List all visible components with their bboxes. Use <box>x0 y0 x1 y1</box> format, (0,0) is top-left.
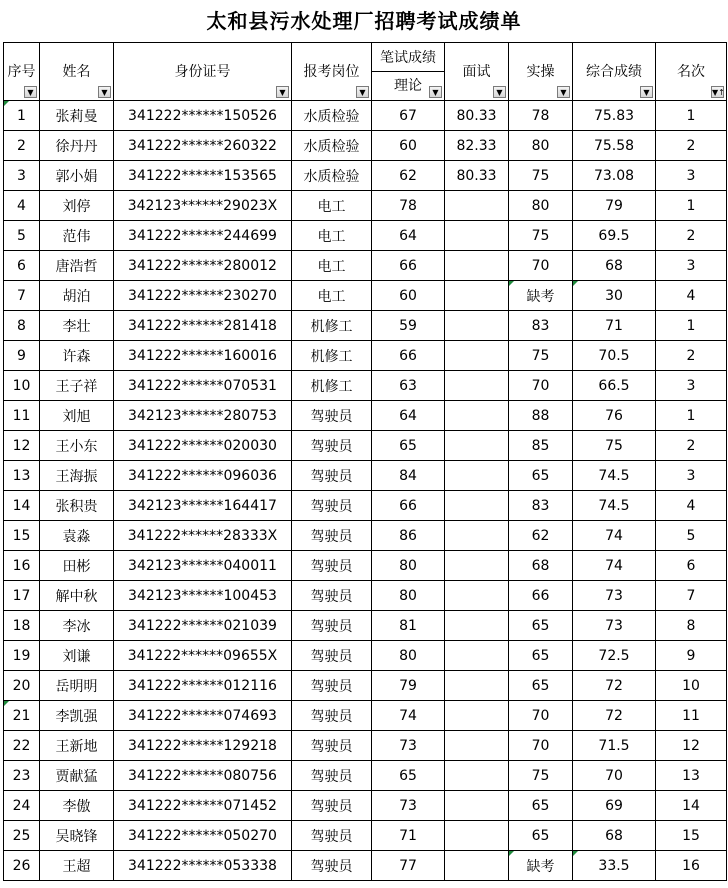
cell-total[interactable]: 33.5 <box>573 851 656 881</box>
cell-id[interactable]: 341222******281418 <box>114 311 292 341</box>
cell-practical[interactable]: 75 <box>509 161 573 191</box>
cell-rank[interactable]: 1 <box>656 401 727 431</box>
cell-interview[interactable] <box>445 371 509 401</box>
cell-post[interactable]: 驾驶员 <box>292 551 372 581</box>
cell-id[interactable]: 341222******074693 <box>114 701 292 731</box>
cell-practical[interactable]: 70 <box>509 701 573 731</box>
cell-name[interactable]: 刘旭 <box>40 401 114 431</box>
cell-rank[interactable]: 1 <box>656 311 727 341</box>
cell-interview[interactable] <box>445 641 509 671</box>
cell-interview[interactable] <box>445 821 509 851</box>
cell-rank[interactable]: 11 <box>656 701 727 731</box>
cell-theory[interactable]: 64 <box>372 221 445 251</box>
cell-total[interactable]: 76 <box>573 401 656 431</box>
cell-name[interactable]: 张积贵 <box>40 491 114 521</box>
cell-interview[interactable]: 82.33 <box>445 131 509 161</box>
cell-rank[interactable]: 1 <box>656 191 727 221</box>
table-row <box>4 281 727 311</box>
cell-practical[interactable]: 78 <box>509 101 573 131</box>
cell-interview[interactable] <box>445 431 509 461</box>
cell-name[interactable]: 贾献猛 <box>40 761 114 791</box>
filter-dropdown-icon[interactable]: ▼ <box>557 86 570 98</box>
filter-dropdown-icon[interactable]: ▼ <box>356 86 369 98</box>
cell-practical[interactable]: 80 <box>509 191 573 221</box>
cell-id[interactable]: 341222******012116 <box>114 671 292 701</box>
cell-post[interactable]: 驾驶员 <box>292 671 372 701</box>
header-id <box>114 43 292 101</box>
cell-interview[interactable] <box>445 311 509 341</box>
cell-name[interactable]: 李冰 <box>40 611 114 641</box>
table-row <box>4 731 727 761</box>
header-name <box>40 43 114 101</box>
cell-practical[interactable]: 75 <box>509 341 573 371</box>
table-row <box>4 761 727 791</box>
cell-seq[interactable]: 10 <box>4 371 40 401</box>
cell-id[interactable]: 341222******150526 <box>114 101 292 131</box>
cell-total[interactable]: 73.08 <box>573 161 656 191</box>
cell-seq[interactable]: 8 <box>4 311 40 341</box>
cell-total[interactable]: 71 <box>573 311 656 341</box>
cell-name[interactable]: 王小东 <box>40 431 114 461</box>
cell-theory[interactable]: 80 <box>372 551 445 581</box>
cell-post[interactable]: 驾驶员 <box>292 731 372 761</box>
cell-name[interactable]: 解中秋 <box>40 581 114 611</box>
table-body <box>4 101 727 881</box>
cell-practical[interactable]: 80 <box>509 131 573 161</box>
cell-interview[interactable] <box>445 701 509 731</box>
header-practical-label: 实操 <box>526 63 555 80</box>
cell-total[interactable]: 69 <box>573 791 656 821</box>
cell-post[interactable]: 电工 <box>292 281 372 311</box>
table-row <box>4 431 727 461</box>
cell-rank[interactable]: 12 <box>656 731 727 761</box>
cell-interview[interactable] <box>445 221 509 251</box>
cell-total[interactable]: 69.5 <box>573 221 656 251</box>
cell-id[interactable]: 342123******280753 <box>114 401 292 431</box>
cell-id[interactable]: 341222******020030 <box>114 431 292 461</box>
cell-seq[interactable]: 20 <box>4 671 40 701</box>
cell-theory[interactable]: 81 <box>372 611 445 641</box>
cell-rank[interactable]: 3 <box>656 461 727 491</box>
sheet-title: 太和县污水处理厂招聘考试成绩单 <box>206 9 522 33</box>
cell-practical[interactable]: 65 <box>509 821 573 851</box>
cell-practical[interactable]: 75 <box>509 761 573 791</box>
cell-id[interactable]: 342123******100453 <box>114 581 292 611</box>
cell-seq[interactable]: 14 <box>4 491 40 521</box>
cell-rank[interactable]: 13 <box>656 761 727 791</box>
cell-id[interactable]: 341222******129218 <box>114 731 292 761</box>
table-row <box>4 221 727 251</box>
cell-seq[interactable]: 1 <box>4 101 40 131</box>
cell-post[interactable]: 驾驶员 <box>292 581 372 611</box>
cell-theory[interactable]: 66 <box>372 341 445 371</box>
filter-dropdown-icon[interactable]: ▼ <box>276 86 289 98</box>
cell-practical[interactable]: 66 <box>509 581 573 611</box>
cell-seq[interactable]: 17 <box>4 581 40 611</box>
cell-post[interactable]: 驾驶员 <box>292 611 372 641</box>
cell-post[interactable]: 水质检验 <box>292 131 372 161</box>
cell-theory[interactable]: 86 <box>372 521 445 551</box>
cell-post[interactable]: 水质检验 <box>292 101 372 131</box>
cell-seq[interactable]: 15 <box>4 521 40 551</box>
cell-post[interactable]: 驾驶员 <box>292 401 372 431</box>
cell-seq[interactable]: 12 <box>4 431 40 461</box>
cell-rank[interactable]: 9 <box>656 641 727 671</box>
cell-post[interactable]: 机修工 <box>292 341 372 371</box>
cell-seq[interactable]: 19 <box>4 641 40 671</box>
cell-seq[interactable]: 3 <box>4 161 40 191</box>
cell-id[interactable]: 342123******040011 <box>114 551 292 581</box>
table-row <box>4 131 727 161</box>
cell-rank[interactable]: 10 <box>656 671 727 701</box>
cell-post[interactable]: 驾驶员 <box>292 641 372 671</box>
header-id-label: 身份证号 <box>174 63 231 80</box>
cell-post[interactable]: 驾驶员 <box>292 851 372 881</box>
table-row <box>4 161 727 191</box>
cell-name[interactable]: 李凯强 <box>40 701 114 731</box>
cell-total[interactable]: 72 <box>573 671 656 701</box>
cell-post[interactable]: 驾驶员 <box>292 521 372 551</box>
cell-seq[interactable]: 11 <box>4 401 40 431</box>
cell-total[interactable]: 72.5 <box>573 641 656 671</box>
cell-interview[interactable] <box>445 191 509 221</box>
cell-total[interactable]: 75.83 <box>573 101 656 131</box>
table-row <box>4 671 727 701</box>
cell-practical[interactable]: 88 <box>509 401 573 431</box>
cell-practical[interactable]: 65 <box>509 641 573 671</box>
cell-interview[interactable] <box>445 461 509 491</box>
cell-id[interactable]: 341222******053338 <box>114 851 292 881</box>
cell-post[interactable]: 水质检验 <box>292 161 372 191</box>
cell-total[interactable]: 74 <box>573 551 656 581</box>
cell-theory[interactable]: 80 <box>372 641 445 671</box>
cell-rank[interactable]: 4 <box>656 491 727 521</box>
cell-practical[interactable]: 75 <box>509 221 573 251</box>
header-name-label: 姓名 <box>62 63 91 80</box>
cell-theory[interactable]: 60 <box>372 281 445 311</box>
cell-interview[interactable] <box>445 791 509 821</box>
cell-rank[interactable]: 2 <box>656 131 727 161</box>
table-row <box>4 401 727 431</box>
cell-theory[interactable]: 60 <box>372 131 445 161</box>
cell-seq[interactable]: 23 <box>4 761 40 791</box>
cell-theory[interactable]: 66 <box>372 491 445 521</box>
cell-seq[interactable]: 2 <box>4 131 40 161</box>
cell-theory[interactable]: 59 <box>372 311 445 341</box>
cell-rank[interactable]: 8 <box>656 611 727 641</box>
cell-theory[interactable]: 77 <box>372 851 445 881</box>
cell-practical[interactable]: 85 <box>509 431 573 461</box>
cell-total[interactable]: 72 <box>573 701 656 731</box>
header-total <box>573 43 656 101</box>
cell-id[interactable]: 341222******160016 <box>114 341 292 371</box>
cell-seq[interactable]: 9 <box>4 341 40 371</box>
cell-id[interactable]: 341222******080756 <box>114 761 292 791</box>
cell-name[interactable]: 吴晓锋 <box>40 821 114 851</box>
header-post-label: 报考岗位 <box>303 63 360 80</box>
cell-theory[interactable]: 80 <box>372 581 445 611</box>
cell-total[interactable]: 71.5 <box>573 731 656 761</box>
cell-theory[interactable]: 73 <box>372 731 445 761</box>
cell-name[interactable]: 王子祥 <box>40 371 114 401</box>
cell-interview[interactable] <box>445 251 509 281</box>
cell-id[interactable]: 341222******09655X <box>114 641 292 671</box>
cell-practical[interactable]: 65 <box>509 611 573 641</box>
cell-interview[interactable] <box>445 581 509 611</box>
header-practical <box>509 43 573 101</box>
cell-name[interactable]: 王超 <box>40 851 114 881</box>
cell-practical[interactable]: 缺考 <box>509 281 573 311</box>
cell-name[interactable]: 刘谦 <box>40 641 114 671</box>
cell-theory[interactable]: 71 <box>372 821 445 851</box>
cell-name[interactable]: 田彬 <box>40 551 114 581</box>
cell-id[interactable]: 341222******070531 <box>114 371 292 401</box>
cell-interview[interactable] <box>445 731 509 761</box>
cell-post[interactable]: 机修工 <box>292 311 372 341</box>
header-rank <box>656 43 727 101</box>
filter-dropdown-icon[interactable]: ▼ <box>429 86 442 98</box>
table-row <box>4 611 727 641</box>
cell-seq[interactable]: 22 <box>4 731 40 761</box>
cell-seq[interactable]: 18 <box>4 611 40 641</box>
cell-seq[interactable]: 13 <box>4 461 40 491</box>
cell-rank[interactable]: 3 <box>656 251 727 281</box>
cell-interview[interactable] <box>445 551 509 581</box>
cell-rank[interactable]: 4 <box>656 281 727 311</box>
table-row <box>4 251 727 281</box>
cell-post[interactable]: 驾驶员 <box>292 821 372 851</box>
cell-practical[interactable]: 65 <box>509 671 573 701</box>
score-table <box>3 42 727 881</box>
cell-name[interactable]: 胡泊 <box>40 281 114 311</box>
cell-theory[interactable]: 78 <box>372 191 445 221</box>
cell-id[interactable]: 342123******29023X <box>114 191 292 221</box>
cell-rank[interactable]: 3 <box>656 161 727 191</box>
cell-rank[interactable]: 2 <box>656 431 727 461</box>
table-row <box>4 851 727 881</box>
cell-total[interactable]: 75 <box>573 431 656 461</box>
cell-post[interactable]: 驾驶员 <box>292 431 372 461</box>
cell-id[interactable]: 341222******153565 <box>114 161 292 191</box>
table-row <box>4 341 727 371</box>
cell-rank[interactable]: 7 <box>656 581 727 611</box>
cell-practical[interactable]: 70 <box>509 251 573 281</box>
cell-name[interactable]: 张莉曼 <box>40 101 114 131</box>
cell-name[interactable]: 王新地 <box>40 731 114 761</box>
cell-interview[interactable] <box>445 341 509 371</box>
cell-id[interactable]: 341222******230270 <box>114 281 292 311</box>
cell-seq[interactable]: 26 <box>4 851 40 881</box>
header-interview-label: 面试 <box>462 63 491 80</box>
cell-name[interactable]: 范伟 <box>40 221 114 251</box>
cell-seq[interactable]: 24 <box>4 791 40 821</box>
table-row <box>4 641 727 671</box>
cell-post[interactable]: 电工 <box>292 251 372 281</box>
cell-rank[interactable]: 6 <box>656 551 727 581</box>
cell-seq[interactable]: 5 <box>4 221 40 251</box>
filter-dropdown-icon[interactable]: ▼ <box>493 86 506 98</box>
cell-post[interactable]: 驾驶员 <box>292 461 372 491</box>
cell-total[interactable]: 66.5 <box>573 371 656 401</box>
cell-seq[interactable]: 4 <box>4 191 40 221</box>
cell-practical[interactable]: 83 <box>509 491 573 521</box>
cell-total[interactable]: 74 <box>573 521 656 551</box>
table-row <box>4 191 727 221</box>
cell-total[interactable]: 74.5 <box>573 491 656 521</box>
cell-theory[interactable]: 74 <box>372 701 445 731</box>
cell-post[interactable]: 驾驶员 <box>292 761 372 791</box>
cell-theory[interactable]: 66 <box>372 251 445 281</box>
cell-practical[interactable]: 83 <box>509 311 573 341</box>
cell-post[interactable]: 电工 <box>292 221 372 251</box>
header-seq <box>4 43 40 101</box>
cell-interview[interactable] <box>445 281 509 311</box>
cell-seq[interactable]: 25 <box>4 821 40 851</box>
cell-name[interactable]: 李傲 <box>40 791 114 821</box>
cell-seq[interactable]: 6 <box>4 251 40 281</box>
header-post <box>292 43 372 101</box>
filter-dropdown-icon[interactable]: ▼ <box>24 86 37 98</box>
cell-rank[interactable]: 15 <box>656 821 727 851</box>
cell-id[interactable]: 341222******050270 <box>114 821 292 851</box>
cell-interview[interactable] <box>445 761 509 791</box>
cell-total[interactable]: 70.5 <box>573 341 656 371</box>
cell-practical[interactable]: 70 <box>509 371 573 401</box>
cell-id[interactable]: 341222******244699 <box>114 221 292 251</box>
header-total-label: 综合成绩 <box>586 63 642 80</box>
cell-rank[interactable]: 16 <box>656 851 727 881</box>
cell-rank[interactable]: 2 <box>656 341 727 371</box>
header-written: 笔试成绩 <box>372 43 445 72</box>
cell-practical[interactable]: 70 <box>509 731 573 761</box>
cell-post[interactable]: 驾驶员 <box>292 791 372 821</box>
cell-total[interactable]: 74.5 <box>573 461 656 491</box>
cell-practical[interactable]: 68 <box>509 551 573 581</box>
cell-theory[interactable]: 65 <box>372 431 445 461</box>
table-row <box>4 821 727 851</box>
table-row <box>4 371 727 401</box>
table-row <box>4 491 727 521</box>
table-row <box>4 581 727 611</box>
cell-theory[interactable]: 64 <box>372 401 445 431</box>
cell-interview[interactable] <box>445 491 509 521</box>
cell-interview[interactable]: 80.33 <box>445 101 509 131</box>
cell-name[interactable]: 袁淼 <box>40 521 114 551</box>
cell-total[interactable]: 73 <box>573 611 656 641</box>
cell-interview[interactable] <box>445 401 509 431</box>
cell-rank[interactable]: 2 <box>656 221 727 251</box>
cell-seq[interactable]: 7 <box>4 281 40 311</box>
cell-seq[interactable]: 16 <box>4 551 40 581</box>
header-theory-label: 理论 <box>394 78 422 94</box>
cell-total[interactable]: 79 <box>573 191 656 221</box>
cell-name[interactable]: 徐丹丹 <box>40 131 114 161</box>
table-row <box>4 551 727 581</box>
cell-practical[interactable]: 缺考 <box>509 851 573 881</box>
cell-theory[interactable]: 84 <box>372 461 445 491</box>
cell-total[interactable]: 68 <box>573 251 656 281</box>
header-seq-label: 序号 <box>7 63 36 80</box>
cell-post[interactable]: 驾驶员 <box>292 701 372 731</box>
cell-total[interactable]: 73 <box>573 581 656 611</box>
cell-practical[interactable]: 65 <box>509 791 573 821</box>
cell-name[interactable]: 李壮 <box>40 311 114 341</box>
cell-theory[interactable]: 62 <box>372 161 445 191</box>
table-row <box>4 701 727 731</box>
cell-interview[interactable] <box>445 521 509 551</box>
cell-id[interactable]: 341222******021039 <box>114 611 292 641</box>
cell-name[interactable]: 许森 <box>40 341 114 371</box>
cell-name[interactable]: 岳明明 <box>40 671 114 701</box>
cell-seq[interactable]: 21 <box>4 701 40 731</box>
cell-total[interactable]: 75.58 <box>573 131 656 161</box>
table-row <box>4 461 727 491</box>
cell-rank[interactable]: 5 <box>656 521 727 551</box>
cell-id[interactable]: 341222******096036 <box>114 461 292 491</box>
cell-name[interactable]: 郭小娟 <box>40 161 114 191</box>
sort-ascending-icon[interactable]: ▼↑ <box>712 87 725 97</box>
cell-id[interactable]: 342123******164417 <box>114 491 292 521</box>
table-row <box>4 101 727 131</box>
cell-total[interactable]: 70 <box>573 761 656 791</box>
table-row <box>4 521 727 551</box>
cell-post[interactable]: 电工 <box>292 191 372 221</box>
cell-id[interactable]: 341222******280012 <box>114 251 292 281</box>
cell-interview[interactable] <box>445 851 509 881</box>
cell-id[interactable]: 341222******28333X <box>114 521 292 551</box>
cell-practical[interactable]: 62 <box>509 521 573 551</box>
cell-total[interactable]: 30 <box>573 281 656 311</box>
cell-rank[interactable]: 1 <box>656 101 727 131</box>
cell-id[interactable]: 341222******260322 <box>114 131 292 161</box>
cell-rank[interactable]: 14 <box>656 791 727 821</box>
filter-dropdown-icon[interactable]: ▼ <box>640 86 653 98</box>
cell-name[interactable]: 刘停 <box>40 191 114 221</box>
table-row <box>4 311 727 341</box>
header-rank-label: 名次 <box>677 63 705 80</box>
cell-interview[interactable] <box>445 671 509 701</box>
cell-interview[interactable] <box>445 611 509 641</box>
cell-theory[interactable]: 79 <box>372 671 445 701</box>
header-theory <box>372 72 445 101</box>
cell-theory[interactable]: 63 <box>372 371 445 401</box>
cell-name[interactable]: 唐浩哲 <box>40 251 114 281</box>
cell-rank[interactable]: 3 <box>656 371 727 401</box>
cell-practical[interactable]: 65 <box>509 461 573 491</box>
cell-post[interactable]: 机修工 <box>292 371 372 401</box>
table-row <box>4 791 727 821</box>
cell-name[interactable]: 王海振 <box>40 461 114 491</box>
cell-post[interactable]: 驾驶员 <box>292 491 372 521</box>
cell-theory[interactable]: 73 <box>372 791 445 821</box>
cell-interview[interactable]: 80.33 <box>445 161 509 191</box>
header-interview <box>445 43 509 101</box>
cell-total[interactable]: 68 <box>573 821 656 851</box>
cell-theory[interactable]: 65 <box>372 761 445 791</box>
cell-id[interactable]: 341222******071452 <box>114 791 292 821</box>
filter-dropdown-icon[interactable]: ▼ <box>98 86 111 98</box>
cell-theory[interactable]: 67 <box>372 101 445 131</box>
